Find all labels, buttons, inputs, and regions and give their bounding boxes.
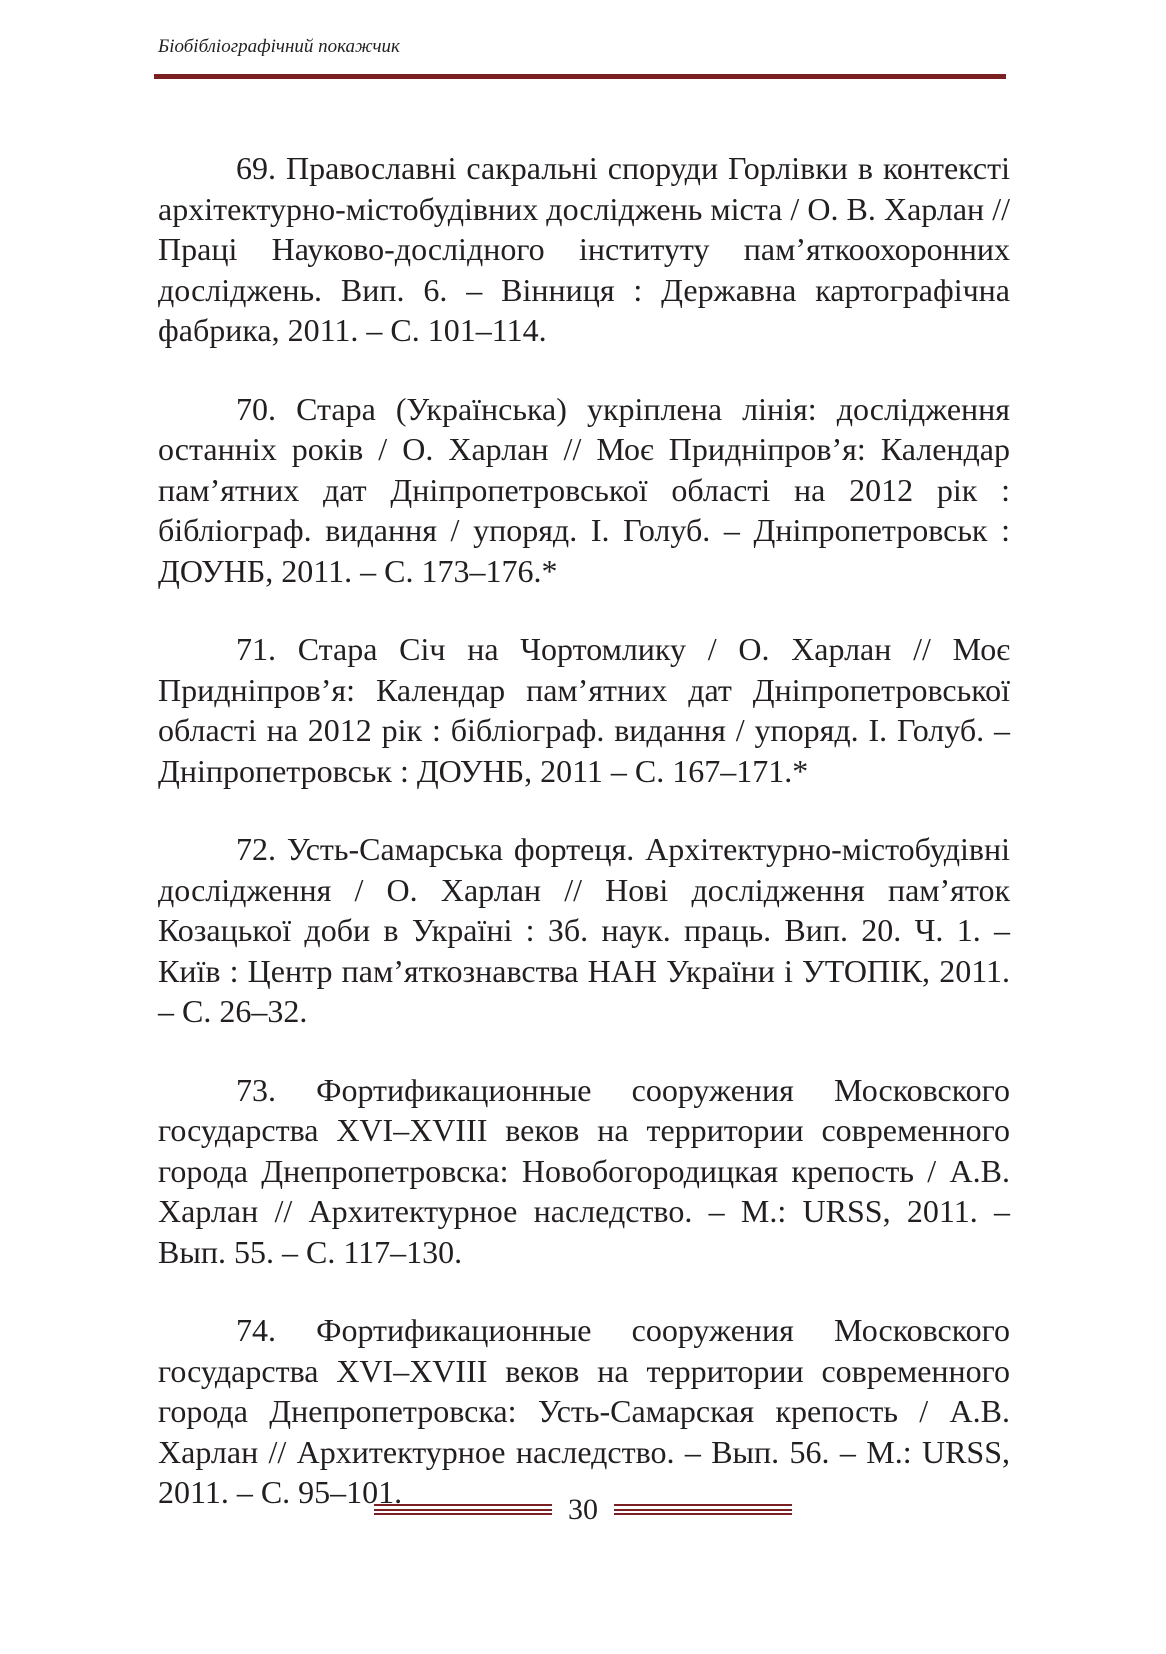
header-divider bbox=[154, 74, 1006, 79]
page-footer bbox=[0, 1492, 1166, 1532]
bibliography-entry-69: 69. Православні сакральні споруди Горлівки в контексті архітектурно-містобудівних досліджень міста / О. В. Харлан // Праці Науково-дослідного інституту пам’яткоохоронних досліджень. Вип. 6. – Вінниця : Державна картографічна фабрика, 2011. – С. 101–114. bbox=[158, 150, 1010, 348]
bibliography-entry-74: 74. Фортификационные сооружения Московского государства XVI–XVIII веков на территории современного города Днепропетровска: Усть-Самарская крепость / А.В. Харлан // Архитектурное наследство. – Вып. 56. – М.: URSS, 2011. – С. 95–101. bbox=[158, 1312, 1010, 1510]
bibliography-entry-73: 73. Фортификационные сооружения Московского государства XVI–XVIII веков на территории современного города Днепропетровска: Новобогородицкая крепость / А.В. Харлан // Архитектурное наследство. – М.: URSS, 2011. – Вып. 55. – С. 117–130. bbox=[158, 1071, 1010, 1270]
footer-ornament-right bbox=[614, 1504, 792, 1515]
bibliography-list bbox=[158, 148, 1010, 1551]
bibliography-entry-71: 71. Стара Січ на Чортомлику / О. Харлан // Моє Придніпров’я: Календар пам’ятних дат Дніпропетровської області на 2012 рік : бібліограф. видання / упоряд. І. Голуб. – Дніпропетровськ : ДОУНБ, 2011 – С. 167–171.* bbox=[158, 631, 1010, 789]
footer-ornament-left bbox=[374, 1504, 552, 1515]
bibliography-entry-72: 72. Усть-Самарська фортеця. Архітектурно-містобудівні дослідження / О. Харлан // Нові дослідження пам’яток Козацької доби в Україні : Зб. наук. праць. Вип. 20. Ч. 1. – Київ : Центр пам’яткознавства НАН України і УТОПІК, 2011. – С. 26–32. bbox=[158, 831, 1010, 1029]
bibliography-entry-70: 70. Стара (Українська) укріплена лінія: дослідження останніх років / О. Харлан // Моє Придніпров’я: Календар пам’ятних дат Дніпропетровської області на 2012 рік : бібліограф. видання / упоряд. І. Голуб. – Дніпропетровськ : ДОУНБ, 2011. – С. 173–176.* bbox=[158, 390, 1010, 589]
running-head-title: Біобібліографічний покажчик bbox=[158, 36, 400, 57]
page-number: 30 bbox=[568, 1493, 598, 1526]
